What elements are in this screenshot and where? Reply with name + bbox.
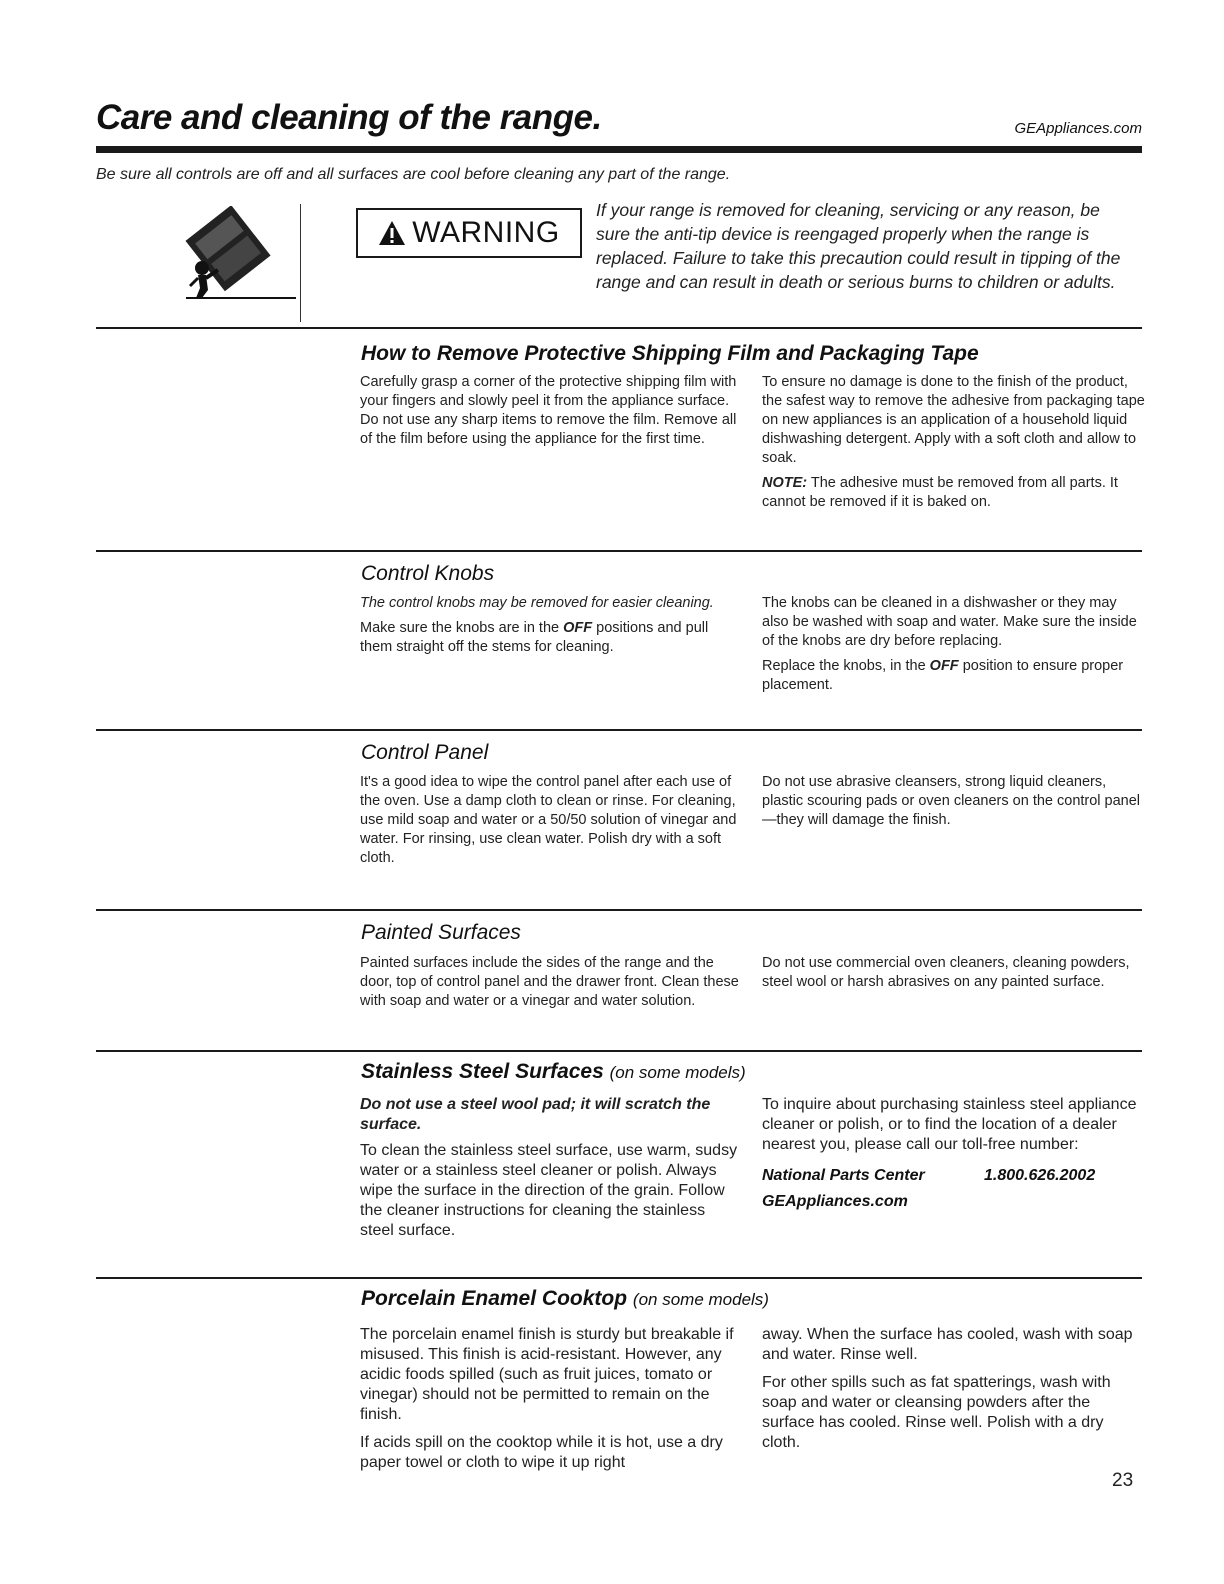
stainless-left-text: To clean the stainless steel surface, use warm, sudsy water or a stainless steel cleaner or polish. Always wipe the surface in the direction of the grain. Follow the cleaner instructions for cleaning the stainless steel surface. [360,1142,738,1239]
tipping-range-icon [168,206,296,302]
film-note-text: The adhesive must be removed from all parts. It cannot be removed if it is baked on. [762,475,1118,510]
knobs-left-column [360,594,740,663]
intro-text: Be sure all controls are off and all surfaces are cool before cleaning any part of the range. [96,166,731,183]
parts-center-website: GEAppliances.com [762,1193,908,1210]
warning-text: If your range is removed for cleaning, servicing or any reason, be sure the anti-tip device is reengaged properly when the range is replaced. Failure to take this precaution could result in tipping of the range and can result in death or serious burns to children or adults. [596,200,1121,292]
painted-left-text: Painted surfaces include the sides of the range and the door, top of control panel and the drawer front. Clean these with soap and water or a vinegar and water solution. [360,955,739,1009]
parts-center-phone: 1.800.626.2002 [984,1167,1096,1184]
film-right-column [762,373,1146,518]
header-rule [96,146,1142,153]
knobs-right-text-2b: position to ensure proper placement. [762,658,1124,693]
panel-right-column [762,773,1146,836]
knobs-right-column [762,594,1146,701]
porcelain-heading-sub: (on some models) [632,1290,769,1309]
porcelain-left-text-2: If acids spill on the cooktop while it is hot, use a dry paper towel or cloth to wipe it up right [360,1434,723,1471]
section-heading-film: How to Remove Protective Shipping Film and Packaging Tape [361,342,979,365]
stainless-right-column [762,1095,1146,1215]
page-title: Care and cleaning of the range. [96,98,602,137]
section-heading-panel: Control Panel [361,741,489,764]
section-heading-stainless [361,1060,746,1084]
panel-right-text: Do not use abrasive cleansers, strong liquid cleaners, plastic scouring pads or oven cleaners on the control panel—they will damage the finish. [762,774,1141,828]
knobs-left-text-a: Make sure the knobs are in the [360,620,560,636]
section-divider [96,1050,1142,1052]
panel-left-column [360,773,740,874]
film-left-text: Carefully grasp a corner of the protective shipping film with your fingers and slowly peel it from the appliance surface. Do not use any sharp items to remove the film. Remove all of the film before using the appliance for the first time. [360,374,737,447]
stainless-warning-text: Do not use a steel wool pad; it will scratch the surface. [360,1096,711,1133]
anti-tip-illustration [168,206,296,302]
knobs-off-label: OFF [929,658,959,674]
knobs-left-text-b: positions and pull them straight off the stems for cleaning. [360,620,709,655]
painted-left-column [360,954,740,1017]
stainless-heading-text: Stainless Steel Surfaces [361,1060,604,1083]
section-divider [96,1277,1142,1279]
stainless-right-text: To inquire about purchasing stainless steel appliance cleaner or polish, or to find the location of a dealer nearest you, please call our toll-free number: [762,1096,1137,1153]
knobs-left-italic: The control knobs may be removed for easier cleaning. [360,595,714,611]
porcelain-left-column [360,1325,740,1481]
porcelain-right-text-2: For other spills such as fat spatterings, wash with soap and water or cleansing powders after the surface has cooled. Rinse well. Polish with a dry cloth. [762,1374,1111,1451]
film-right-text: To ensure no damage is done to the finish of the product, the safest way to remove the adhesive from packaging tape on new appliances is an application of a household liquid dishwashing detergent. Apply with a soft cloth and allow to soak. [762,374,1145,466]
film-left-column [360,373,740,455]
film-note-label: NOTE: [762,475,808,491]
section-divider [96,550,1142,552]
section-heading-knobs: Control Knobs [361,562,495,585]
vertical-divider [300,204,301,322]
parts-center-contact [762,1163,1146,1189]
warning-label-box [356,208,582,258]
warning-triangle-icon [378,220,406,246]
porcelain-heading-text: Porcelain Enamel Cooktop [361,1287,628,1310]
website-label: GEAppliances.com [1014,120,1142,137]
painted-right-column [762,954,1146,998]
section-divider [96,327,1142,329]
knobs-right-text-1: The knobs can be cleaned in a dishwasher or they may also be washed with soap and water. Make sure the inside of the knobs are dry before replacing. [762,595,1137,649]
porcelain-right-text-1: away. When the surface has cooled, wash with soap and water. Rinse well. [762,1326,1133,1363]
panel-left-text: It's a good idea to wipe the control panel after each use of the oven. Use a damp cloth to clean or rinse. For cleaning, use mild soap and water or a 50/50 solution of vinegar and water. For rinsing, use clean water. Polish dry with a soft cloth. [360,774,737,866]
section-divider [96,909,1142,911]
porcelain-right-column [762,1325,1146,1461]
painted-right-text: Do not use commercial oven cleaners, cleaning powders, steel wool or harsh abrasives on any painted surface. [762,955,1130,990]
porcelain-left-text-1: The porcelain enamel finish is sturdy but breakable if misused. This finish is acid-resistant. However, any acidic foods spilled (such as fruit juices, tomato or vinegar) should not be permitted to remain on the finish. [360,1326,734,1423]
parts-center-name: National Parts Center [762,1167,925,1184]
knobs-off-label: OFF [563,620,593,636]
page-number: 23 [1112,1470,1134,1491]
knobs-right-text-2a: Replace the knobs, in the [762,658,926,674]
stainless-left-column [360,1095,740,1249]
stainless-heading-sub: (on some models) [609,1063,746,1082]
warning-label: WARNING [412,216,560,249]
section-heading-porcelain [361,1287,769,1311]
section-divider [96,729,1142,731]
section-heading-painted: Painted Surfaces [361,921,521,944]
